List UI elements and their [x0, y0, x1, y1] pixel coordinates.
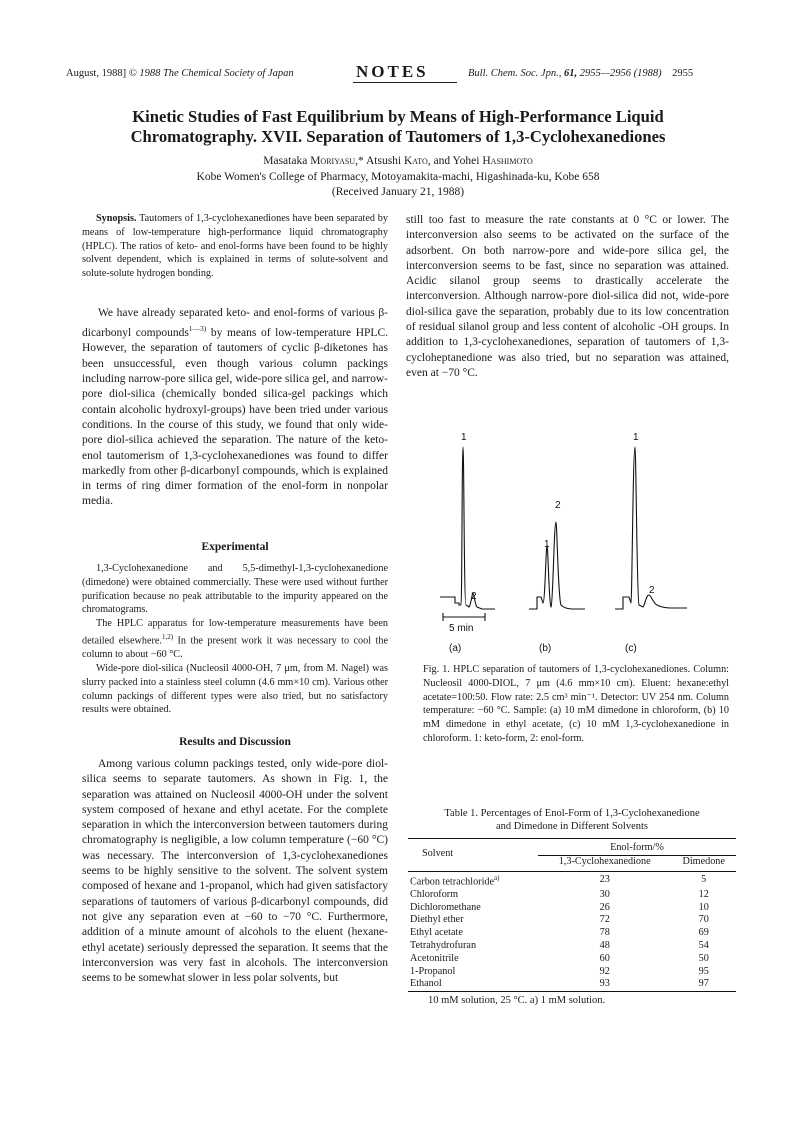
article-title-line-2: Chromatography. XVII. Separation of Tautomers of 1,3-Cyclohexanediones: [130, 127, 666, 146]
table-rows: [408, 871, 736, 991]
header-enol-form: Enol-form/%: [538, 839, 736, 855]
cell-cyclohexanedione: 30: [599, 888, 610, 900]
synopsis: [82, 212, 388, 281]
trace-a: [440, 447, 495, 609]
table-row: [408, 953, 736, 966]
author-third-surname: Hashimoto: [482, 155, 533, 167]
author-first-surname: Moriyasu: [310, 155, 356, 167]
synopsis-text: Tautomers of 1,3-cyclohexanediones have been separated by means of low-temperature high-performance liquid chromatography (HPLC). The ratios of keto- and enol-forms have been found to be highly solvent dependent, which is explained in terms of solute-solvent and solute-solute hydrogen bonding.: [82, 213, 388, 280]
cell-cyclohexanedione: 48: [599, 939, 610, 951]
table-caption-line-1: Table 1. Percentages of Enol-Form of 1,3-Cyclohexanedione: [444, 808, 700, 819]
results-paragraph: [82, 757, 388, 986]
header-date: August, 1988]: [66, 68, 127, 79]
cell-cyclohexanedione: 23: [599, 873, 610, 885]
intro-paragraph: [82, 306, 388, 510]
page-number: 2955: [672, 68, 694, 79]
results-text: Among various column packings tested, only wide-pore diol-silica seems to separate tautomers. As shown in Fig. 1, the separation was attained on Nucleosil 4000-OH under the solvent system composed of hexane and ethyl acetate. For the complete separation in which the interconversion between tautomers during chromatography is negligible, a low column temperature (−60 °C) was necessary. The interconversion of 1,3-cyclohexanediones seems to be highly sensitive to the solvent. The solvent system composed of hexane and 1-propanol, which had given satisfactory separations of tautomers of various β-dicarbonyl compounds, did not give any separation even at −60 to −70 °C. Furthermore, addition of a minute amount of alcohols to the eluent (hexane-ethyl acetate) seriously depressed the separation. It seems that the interconversion was very fast in alcohols. The interconversion seems to be somewhat slower in less polar solvents, but: [82, 758, 388, 985]
experimental-p1: 1,3-Cyclohexanedione and 5,5-dimethyl-1,3-cyclohexanedione (dimedone) were obtained commercially. These were used without further purification because no peak attributable to the impurity appeared on the chromatograms.: [82, 563, 388, 616]
experimental-p3: Wide-pore diol-silica (Nucleosil 4000-OH, 7 μm, from M. Nagel) was slurry packed into a stainless steel column (4.6 mm×10 cm). Various other column packings of different types were also tried, but no satisfactory results were obtained.: [82, 662, 388, 716]
solvent-name: 1-Propanol: [410, 965, 456, 977]
table-caption: [407, 807, 737, 833]
results-continued: [406, 213, 729, 381]
solvent-name: Tetrahydrofuran: [410, 939, 477, 951]
exp-p2-a: The HPLC apparatus for low-temperature measurements have been detailed elsewhere.: [82, 618, 388, 647]
running-header-right: [468, 68, 693, 79]
table-body: [408, 839, 736, 991]
hplc-chromatogram-figure: [425, 427, 705, 657]
solvent-name: Ethyl acetate: [410, 927, 463, 939]
cell-cyclohexanedione: 93: [599, 978, 610, 990]
solvent-name: Dichloromethane: [410, 901, 481, 913]
cell-solvent: [408, 978, 538, 991]
peak-c1-label: 1: [633, 432, 639, 443]
solvent-name: Carbon tetrachloride: [410, 875, 495, 887]
header-solvent: Solvent: [422, 848, 454, 860]
exp-p2-b: In the present work it was necessary to cool the column to about −60 °C.: [82, 635, 388, 661]
panel-b-label: (b): [539, 643, 552, 654]
notes-underline: [353, 82, 457, 83]
cell-dimedone: 70: [698, 914, 709, 926]
cell-dimedone: 69: [698, 927, 709, 939]
running-header-left: [66, 68, 294, 79]
cell-solvent: [408, 902, 538, 915]
enol-percentage-table: [408, 838, 736, 1006]
experimental-heading: Experimental: [201, 541, 269, 553]
table-caption-line-2: and Dimedone in Different Solvents: [495, 821, 649, 832]
solvent-name: Acetonitrile: [410, 952, 459, 964]
cell-dimedone: 12: [698, 888, 709, 900]
panel-a-label: (a): [449, 643, 462, 654]
cell-cyclohexanedione: 26: [599, 901, 610, 913]
cell-dimedone: 50: [698, 952, 709, 964]
cell-dimedone: 54: [698, 939, 709, 951]
table-footnote: 10 mM solution, 25 °C. a) 1 mM solution.: [428, 995, 606, 1007]
solvent-name: Diethyl ether: [410, 914, 464, 926]
table-row: [408, 871, 736, 889]
received-date: (Received January 21, 1988): [331, 186, 465, 198]
table-row: [408, 914, 736, 927]
table-row: [408, 889, 736, 902]
cell-cyclohexanedione: 60: [599, 952, 610, 964]
authors: [60, 155, 736, 167]
cell-solvent: [408, 940, 538, 953]
peak-c2-label: 2: [649, 585, 655, 596]
article-title-line-1: Kinetic Studies of Fast Equilibrium by Means of High-Performance Liquid: [132, 107, 664, 126]
affiliation: Kobe Women's College of Pharmacy, Motoyamakita-machi, Higashinada-ku, Kobe 658: [196, 171, 600, 183]
cell-cyclohexanedione: 78: [599, 927, 610, 939]
synopsis-label: Synopsis.: [96, 213, 137, 224]
solvent-footnote-mark: a): [494, 873, 500, 882]
results-continued-text: still too fast to measure the rate constants at 0 °C or lower. The interconversion also seems to be activated on the surface of the adsorbent. On both narrow-pore and wide-pore silica gel, the interconversion seems to be fast, since no separation was attained. Acidic silanol group seems to drastically accelerate the interconversion. Although narrow-pore diol-silica did not, wide-pore diol-silica gave the separation, probably due to its low concentration of residual silanol group and less content of alcoholic -OH groups. In addition to 1,3-cyclohexanediones, separation of tautomers of 1,3-cycloheptanedione was also tried, but no separation was attained, even at −70 °C.: [406, 214, 729, 379]
header-dimedone: Dimedone: [682, 855, 725, 867]
peak-b1-label: 1: [544, 539, 550, 550]
panel-c-label: (c): [625, 643, 637, 654]
solvent-name: Ethanol: [410, 978, 442, 990]
cell-solvent: [408, 953, 538, 966]
header-cyclohexanedione: 1,3-Cyclohexanedione: [558, 855, 651, 867]
author-second-surname: Kato: [404, 155, 428, 167]
author-first: Masataka: [263, 155, 311, 167]
table-row: [408, 940, 736, 953]
journal-name: Bull. Chem. Soc. Jpn.,: [468, 68, 562, 79]
peak-a2-label: 2: [471, 591, 477, 602]
intro-text-a: We have already separated keto- and enol-forms of various β-dicarbonyl compounds: [82, 307, 388, 340]
experimental-body: [82, 562, 388, 717]
trace-b: [529, 522, 585, 609]
author-second: ,* Atsushi: [355, 155, 404, 167]
experimental-p2: [82, 617, 388, 662]
cell-solvent: [408, 889, 538, 902]
peak-b2-label: 2: [555, 500, 561, 511]
header-copyright: © 1988 The Chemical Society of Japan: [128, 68, 294, 79]
cell-dimedone: 97: [698, 978, 709, 990]
exp-p2-ref: 1,2): [161, 632, 174, 641]
journal-volume: 61,: [563, 68, 578, 79]
section-notes-label: NOTES: [356, 62, 429, 81]
table-row: [408, 966, 736, 979]
cell-solvent: [408, 966, 538, 979]
cell-solvent: [408, 927, 538, 940]
time-scale-label: 5 min: [449, 623, 474, 634]
solvent-name: Chloroform: [410, 888, 459, 900]
cell-cyclohexanedione: 92: [599, 965, 610, 977]
journal-pages: 2955—2956 (1988): [579, 68, 662, 79]
results-heading: Results and Discussion: [179, 736, 291, 748]
cell-dimedone: 5: [701, 873, 707, 885]
cell-cyclohexanedione: 72: [599, 914, 610, 926]
cell-dimedone: 95: [698, 965, 709, 977]
cell-dimedone: 10: [698, 901, 709, 913]
cell-solvent: [408, 914, 538, 927]
table-row: [408, 902, 736, 915]
table-row: [408, 978, 736, 991]
intro-ref: 1—3): [188, 324, 207, 334]
author-third: , and Yohei: [427, 155, 483, 167]
cell-solvent: [408, 871, 538, 889]
table-row: [408, 927, 736, 940]
figure-caption: Fig. 1. HPLC separation of tautomers of 1,3-cyclohexanediones. Column: Nucleosil 4000-DIOL, 7 μm (4.6 mm×10 cm). Eluent: hexane:ethyl acetate=100:50. Flow rate: 2.5 cm³ min⁻¹. Detector: UV 254 nm. Column temperature: −60 °C. Sample: (a) 10 mM dimedone in chloroform, (b) 10 mM dimedone in ethyl acetate, (c) 10 mM 1,3-cyclohexanedione in chloroform. 1: keto-form, 2: enol-form.: [423, 664, 729, 744]
time-scale-bar: [443, 613, 485, 621]
intro-text-b: by means of low-temperature HPLC. However, the separation of tautomers of cyclic β-diketones has been unsuccessful, even though various column packings including narrow-pore silica gel, wide-pore silica gel, and narrow-pore diol-silica (chemically bonded silica-gel packings which contain alcoholic hydroxyl-groups) have been tried under various conditions. In the course of this study, we found that only wide-pore diol-silica achieved the separation. The nature of the keto-enol tautomerism of 1,3-cyclohexanediones was found to differ markedly from other β-dicarbonyl compounds, which is explained in terms of ring dimer formation of the enol-form in nonpolar media.: [82, 327, 388, 508]
peak-a1-label: 1: [461, 432, 467, 443]
